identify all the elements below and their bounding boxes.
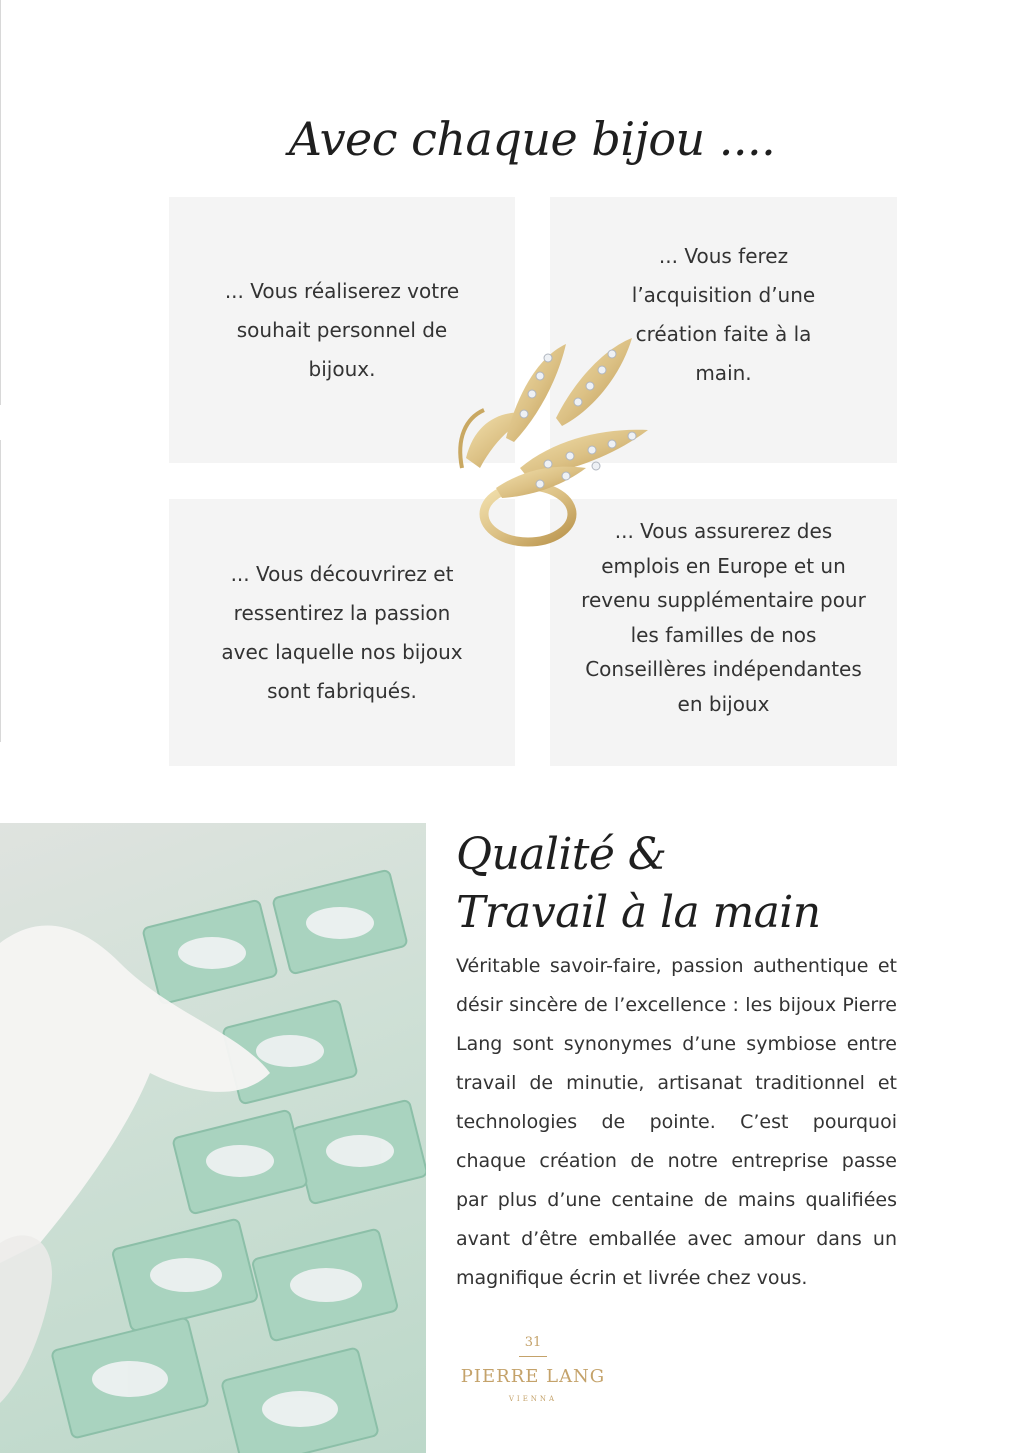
footer — [433, 1334, 633, 1405]
benefit-text-3: ... Vous découvrirez et ressentirez la passion avec laquelle nos bijoux sont fabriqués. — [221, 561, 463, 703]
page-title: Avec chaque bijou .... — [288, 112, 776, 166]
gold-leaf-ring-image — [436, 318, 652, 550]
section-body: Véritable savoir-faire, passion authentique et désir sincère de l’excellence : les bijoux Pierre Lang sont synonymes d’une symbiose entre travail de minutie, artisanat traditionnel et technologies de pointe. C’est pourquoi chaque création de notre entreprise passe par plus d’une centaine de mains qualifiées avant d’être emballée avec amour dans un magnifique écrin et livrée chez vous. — [456, 955, 897, 1289]
brand-logo: PIERRE LANG — [460, 1366, 606, 1387]
benefit-text-4: ... Vous assurerez des emplois en Europe et un revenu supplémentaire pour les familles de nos Conseillères indépendantes en bijoux — [581, 519, 866, 716]
benefit-text-2: ... Vous ferez l’acquisition d’une création faite à la main. — [631, 244, 816, 385]
jewelry-boxes-illustration — [0, 823, 426, 1453]
edge-line-top — [0, 0, 1, 405]
section-title — [456, 826, 821, 942]
benefit-text-1: ... Vous réaliserez votre souhait personnel de bijoux. — [224, 278, 460, 381]
brand-subtitle: VIENNA — [508, 1395, 558, 1403]
footer-rule — [519, 1356, 547, 1357]
section-title-line-1: Qualité & — [456, 829, 667, 880]
page-number: 31 — [524, 1335, 542, 1350]
section-title-line-2: Travail à la main — [456, 887, 821, 938]
jewelry-boxes-photo — [0, 823, 426, 1453]
edge-line-bottom — [0, 440, 1, 742]
